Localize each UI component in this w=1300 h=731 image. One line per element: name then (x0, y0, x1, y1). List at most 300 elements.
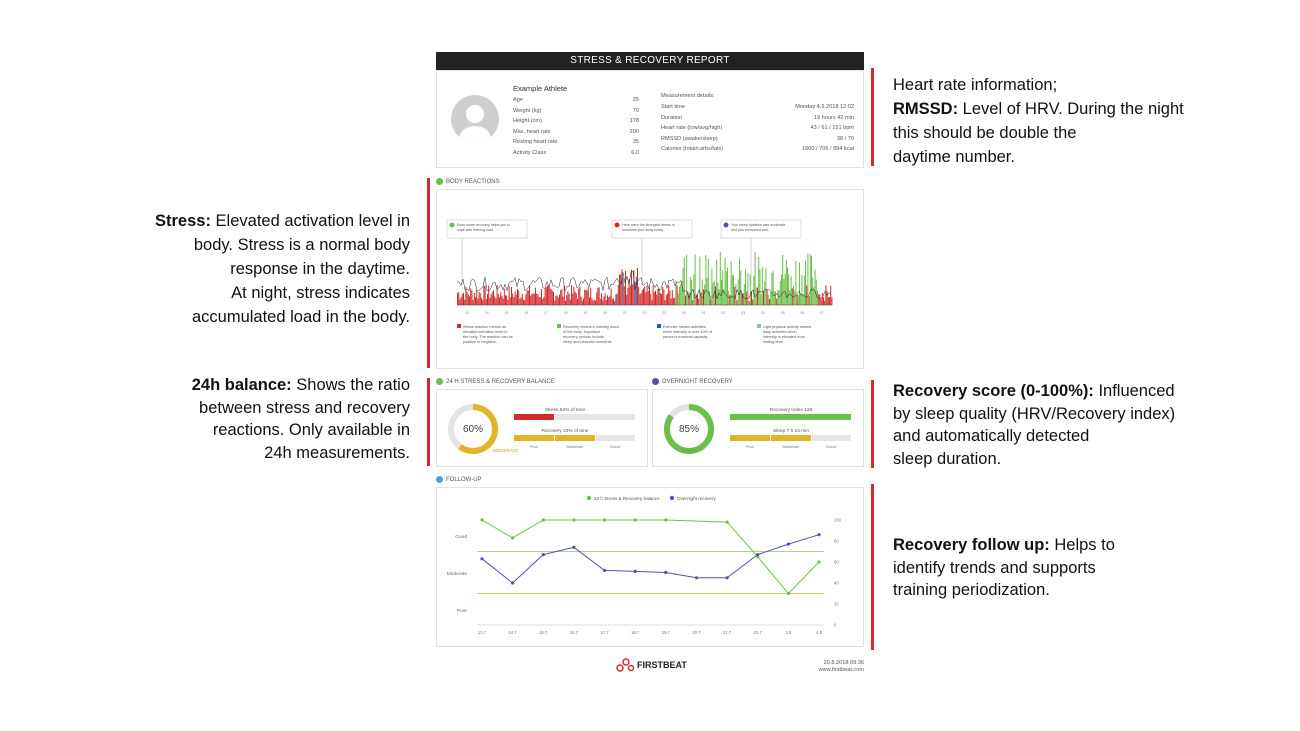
report (436, 52, 864, 680)
reaction-bar (535, 288, 536, 305)
measurement-row-value: 19 hours 42 min (813, 114, 854, 121)
reaction-bar (531, 294, 532, 305)
reaction-bar (530, 296, 531, 305)
balance-annotation-line1: Shows the ratio (291, 376, 410, 394)
reaction-bar (641, 293, 642, 305)
reaction-bar (671, 299, 672, 306)
measurement-row-value: 43 / 61 / 151 bpm (810, 125, 854, 131)
reaction-bar (653, 285, 654, 305)
reaction-bar (471, 291, 472, 306)
x-tick-label: 20.7 (692, 630, 701, 635)
reaction-bar (459, 299, 460, 305)
reaction-bar (668, 285, 669, 305)
athlete-row-value: 70 (632, 107, 639, 114)
legend-text: when intensity is over 40% of (663, 330, 713, 334)
reaction-bar (554, 301, 555, 305)
balance-widget (437, 390, 647, 466)
reaction-bar (815, 269, 816, 305)
stress-annotation-line3: response in the daytime. (230, 260, 410, 278)
reaction-bar (561, 289, 562, 305)
reaction-bar (831, 297, 832, 305)
reaction-bar (710, 299, 711, 305)
legend-text: daily activities when (763, 330, 797, 334)
series-point-overnight (480, 557, 483, 560)
reaction-bar (602, 300, 603, 305)
reaction-bar (823, 297, 824, 305)
series-point-balance (726, 521, 729, 524)
reaction-bar (515, 291, 516, 305)
reaction-bar (805, 261, 806, 306)
time-tick-label: 17 (543, 311, 548, 315)
brand-logo (616, 658, 687, 672)
athlete-row-label: Resting heart rate (513, 139, 558, 145)
time-tick-label: 23 (662, 311, 667, 315)
reaction-bar (603, 297, 604, 306)
callout-icon (615, 223, 620, 228)
legend-text: Light physical activity means (763, 325, 812, 329)
reaction-bar (769, 299, 770, 305)
reaction-bar (750, 274, 751, 305)
reaction-bar (473, 300, 474, 305)
followup-annotation-line2: identify trends and supports (893, 558, 1096, 577)
reaction-bar (521, 297, 522, 305)
reaction-bar (552, 291, 553, 305)
legend-text: Recovery means a calming down (563, 325, 619, 329)
reaction-bar (537, 294, 538, 305)
measurement-row-value: Monday 4.6.2018 12:02 (795, 104, 854, 110)
reaction-bar (479, 292, 480, 305)
reaction-bar (624, 286, 625, 305)
reaction-bar (785, 274, 786, 305)
series-point-overnight (695, 576, 698, 579)
reaction-bar (477, 299, 478, 306)
heart-annotation-bold: RMSSD: (893, 100, 959, 118)
time-tick-label: 04 (760, 311, 765, 315)
reaction-bar (539, 297, 540, 305)
stress-annotation (110, 209, 410, 329)
reaction-bar (761, 294, 762, 305)
athlete-row-label: Height (cm) (513, 118, 542, 124)
measurement-row-label: Start time (661, 104, 685, 110)
reaction-bar (533, 293, 534, 305)
reaction-bar (577, 299, 578, 305)
avatar (451, 95, 499, 143)
reaction-bar (547, 286, 548, 306)
y-label-moderate: Moderate (446, 572, 467, 577)
time-tick-label: 03 (741, 311, 746, 315)
measurement-row (661, 146, 854, 152)
reaction-bar (811, 256, 812, 305)
chart-callout (612, 220, 692, 285)
reaction-bar (558, 298, 559, 305)
reaction-bar (644, 286, 645, 305)
overnight-level: GOOD (681, 448, 695, 453)
time-tick-label: 15 (504, 311, 509, 315)
reaction-bar (470, 289, 471, 306)
reaction-legend-item (557, 324, 619, 344)
body-reactions-chart (437, 190, 863, 368)
reaction-bar (534, 294, 535, 305)
reaction-bar (774, 291, 775, 305)
reaction-bar (767, 290, 768, 305)
reaction-bar (599, 288, 600, 306)
reaction-bar (505, 295, 506, 305)
reaction-bar (495, 298, 496, 305)
stress-annotation-line4: At night, stress indicates (231, 284, 410, 302)
reaction-bar (734, 287, 735, 305)
reaction-bar (780, 281, 781, 305)
reaction-bar (512, 294, 513, 306)
series-point-overnight (817, 533, 820, 536)
series-point-overnight (787, 543, 790, 546)
reaction-bar (743, 293, 744, 305)
reaction-bar (660, 293, 661, 305)
reaction-bar (793, 286, 794, 305)
callout-icon (450, 223, 455, 228)
reaction-bar (476, 290, 477, 305)
reaction-bar (791, 276, 792, 305)
stress-annotation-line2: body. Stress is a normal body (193, 236, 410, 254)
time-tick-label: 00 (681, 311, 686, 315)
reaction-bar (696, 295, 697, 306)
reaction-bar (764, 282, 765, 305)
time-tick-label: 22 (642, 311, 647, 315)
followup-red-bar (871, 484, 874, 650)
series-point-overnight (603, 569, 606, 572)
legend-text: person's maximal capacity. (663, 335, 709, 339)
legend-swatch (557, 324, 561, 328)
reaction-bar (493, 290, 494, 305)
firstbeat-logo-icon (616, 658, 634, 672)
reaction-bar (655, 291, 656, 305)
reaction-bar (488, 286, 489, 305)
followup-annotation-line3: training periodization. (893, 581, 1050, 599)
reaction-bar (557, 295, 558, 305)
heart-annotation-line2: Level of HRV. During the night (958, 100, 1184, 118)
reaction-bar (683, 268, 684, 305)
reaction-bar (489, 298, 490, 305)
legend-balance-label: 24 h Stress & Recovery balance (594, 496, 660, 501)
followup-title (436, 476, 482, 483)
recovery-annotation-line2: by sleep quality (HRV/Recovery index) (893, 404, 1176, 423)
athlete-row (513, 97, 639, 103)
x-tick-label: 22.7 (753, 630, 762, 635)
overnight-sleep-bar-poor (730, 435, 770, 441)
reaction-bar (673, 298, 674, 305)
reaction-bar (485, 286, 486, 306)
reaction-bar (651, 300, 652, 305)
reaction-bar (631, 270, 632, 305)
series-line-overnight (482, 535, 819, 583)
callout-text: reactions your body today. (622, 228, 664, 232)
reaction-bar (491, 294, 492, 305)
reaction-bar (732, 275, 733, 305)
reaction-bar (576, 294, 577, 306)
reaction-bar (619, 274, 620, 305)
athlete-row-value: 6,0 (631, 149, 639, 156)
series-point-overnight (634, 570, 637, 573)
legend-swatch (757, 324, 761, 328)
time-tick-label: 13 (465, 311, 469, 315)
series-point-balance (572, 518, 575, 521)
reaction-bar (807, 253, 808, 305)
reaction-bar (667, 294, 668, 306)
reaction-bar (614, 301, 615, 305)
reaction-bar (782, 255, 783, 305)
time-tick-label: 19 (583, 311, 588, 315)
balance-title (436, 378, 555, 385)
x-tick-label: 3.8 (785, 630, 792, 635)
reaction-bar (828, 297, 829, 305)
athlete-row (513, 108, 639, 114)
reaction-bar (500, 292, 501, 305)
reaction-bar (647, 285, 648, 305)
reaction-bar (727, 268, 728, 306)
reaction-bar (636, 277, 637, 305)
reaction-bar (715, 286, 716, 305)
callout-text: cope with training load. (457, 228, 494, 232)
reaction-legend-item (657, 324, 713, 339)
callout-text: Your sleep duration was moderate (731, 223, 786, 227)
reaction-bar (699, 257, 700, 305)
balance-card (436, 389, 648, 467)
reaction-bar (542, 299, 543, 305)
measurement-row-label: Heart rate (low/avg/high) (661, 125, 723, 131)
heart-annotation (893, 73, 1233, 169)
reaction-bar (789, 290, 790, 305)
reaction-bar (621, 269, 622, 305)
balance-annotation (110, 374, 410, 464)
reaction-bar (600, 299, 601, 305)
reaction-bar (645, 292, 646, 305)
reaction-bar (499, 297, 500, 305)
legend-swatch (657, 324, 661, 328)
athlete-row-value: 178 (629, 118, 639, 124)
heart-red-bar (871, 68, 874, 166)
reaction-bar (678, 293, 679, 305)
reaction-bar (613, 298, 614, 305)
recovery-annotation (893, 380, 1233, 470)
measurement-row (661, 115, 854, 121)
time-tick-label: 20 (603, 311, 608, 315)
reaction-bar (776, 299, 777, 305)
reaction-bar (659, 289, 660, 306)
time-tick-label: 06 (800, 311, 805, 315)
series-point-balance (817, 560, 820, 563)
reaction-bar (609, 296, 610, 305)
reaction-bar (830, 286, 831, 305)
avatar-silhouette-icon (451, 95, 499, 143)
reaction-bar (801, 275, 802, 305)
reaction-bar (827, 291, 828, 305)
reaction-bar (829, 297, 830, 305)
reaction-bar (464, 300, 465, 305)
x-tick-label: 21.7 (723, 630, 732, 635)
reaction-bar (618, 285, 619, 305)
balance-annotation-line4: 24h measurements. (264, 443, 410, 462)
reaction-bar (810, 254, 811, 305)
reaction-bar (719, 289, 720, 305)
reaction-bar (572, 294, 573, 305)
reaction-bar (461, 297, 462, 305)
reaction-bar (705, 255, 706, 305)
body-reactions-title (436, 178, 500, 185)
reaction-bar (693, 275, 694, 306)
series-point-balance (511, 536, 514, 539)
reaction-bar (513, 297, 514, 305)
measurement-row (661, 136, 854, 142)
athlete-row-label: Max. heart rate (513, 128, 551, 135)
x-tick-label: 16.7 (569, 630, 578, 635)
reaction-bar (787, 267, 788, 305)
overnight-sleep-bar-moderate (771, 435, 811, 441)
reaction-bar (704, 285, 705, 305)
reaction-bar (702, 280, 703, 306)
reaction-bar (553, 292, 554, 305)
reaction-bar (672, 290, 673, 305)
legend-overnight-label: Overnight recovery (677, 496, 716, 501)
x-tick-label: 13.7 (477, 630, 487, 635)
balance-label: 24 H STRESS & RECOVERY BALANCE (446, 378, 555, 385)
reaction-bar (679, 287, 680, 305)
legend-text: sleep and peaceful moments (563, 340, 612, 344)
reaction-bar (800, 294, 801, 305)
reaction-bar (575, 292, 576, 305)
reaction-bar (824, 301, 825, 305)
reaction-bar (594, 300, 595, 305)
reaction-bar (591, 298, 592, 305)
reaction-bar (597, 288, 598, 305)
reaction-bar (788, 274, 789, 305)
reaction-bar (773, 271, 774, 305)
reaction-bar (758, 257, 759, 305)
reaction-bar (654, 292, 655, 305)
overnight-score: 85% (678, 424, 700, 435)
reaction-bar (711, 269, 712, 306)
reaction-bar (463, 293, 464, 305)
athlete-row-value: 25 (632, 97, 639, 103)
reaction-bar (648, 291, 649, 305)
y-tick-label: 0 (834, 622, 837, 628)
reaction-bar (803, 294, 804, 305)
reaction-bar (818, 294, 819, 305)
reaction-bar (511, 287, 512, 305)
overnight-sleep-label: Sleep 7 h 24 min (772, 429, 810, 434)
legend-text: recovery periods include (563, 335, 605, 339)
reaction-bar (548, 286, 549, 305)
reaction-bar (770, 292, 771, 305)
reaction-bar (809, 296, 810, 305)
reaction-bar (763, 291, 764, 305)
stress-annotation-line5: accumulated load in the body. (191, 308, 410, 326)
reaction-bar (729, 295, 730, 305)
reaction-bar (698, 299, 699, 305)
reaction-bar (475, 297, 476, 305)
overnight-card (652, 389, 864, 467)
reaction-bar (726, 271, 727, 305)
reaction-bar (669, 291, 670, 306)
balance-recovery-bar-poor (514, 435, 554, 441)
reaction-bar (563, 297, 564, 305)
reaction-bar (722, 270, 723, 305)
reaction-bar (690, 277, 691, 305)
overnight-icon (652, 378, 659, 385)
legend-balance-marker (587, 496, 591, 500)
time-tick-label: 18 (563, 311, 568, 315)
reaction-bar (458, 292, 459, 305)
reaction-bar (606, 300, 607, 305)
reaction-legend-item (457, 324, 513, 344)
reaction-bar (457, 293, 458, 305)
reaction-bar (662, 287, 663, 305)
reaction-bar (717, 283, 718, 305)
reaction-bar (686, 255, 687, 305)
reaction-bar (607, 295, 608, 305)
series-point-balance (480, 518, 483, 521)
reaction-bar (566, 295, 567, 305)
followup-annotation (893, 534, 1233, 602)
reaction-bar (543, 297, 544, 305)
reaction-bar (585, 290, 586, 305)
reaction-bar (775, 291, 776, 305)
reaction-bar (822, 293, 823, 305)
measurement-row (661, 125, 854, 131)
balance-red-bar (427, 378, 430, 466)
reaction-bar (762, 267, 763, 305)
reaction-bar (720, 252, 721, 305)
callout-icon (724, 223, 729, 228)
reaction-bar (507, 300, 508, 305)
reaction-bar (573, 287, 574, 305)
reaction-bar (708, 259, 709, 305)
reaction-bar (821, 300, 822, 305)
reaction-bar (494, 297, 495, 306)
x-tick-label: 18.7 (631, 630, 640, 635)
reaction-bar (733, 275, 734, 305)
balance-icon (436, 378, 443, 385)
reaction-bar (551, 289, 552, 305)
athlete-name: Example Athlete (513, 84, 568, 93)
reaction-bar (483, 286, 484, 305)
reaction-bar (541, 289, 542, 305)
reaction-bar (474, 293, 475, 305)
legend-text: Exercise means activities (663, 325, 706, 329)
reaction-bar (518, 291, 519, 305)
reaction-bar (638, 287, 639, 305)
brand-name: FIRSTBEAT (637, 660, 687, 670)
reaction-bar (482, 300, 483, 305)
reaction-bar (617, 294, 618, 305)
reaction-bar (812, 278, 813, 305)
reaction-bar (637, 268, 638, 305)
reaction-bar (559, 295, 560, 305)
x-tick-label: 17.7 (600, 630, 609, 635)
series-point-balance (542, 518, 545, 521)
reaction-bar (503, 299, 504, 306)
reaction-bar (745, 269, 746, 305)
measurement-heading: Measurement details: (661, 93, 715, 99)
series-point-overnight (572, 546, 575, 549)
reaction-bar (608, 297, 609, 305)
followup-annotation-bold: Recovery follow up: (893, 536, 1050, 554)
reaction-bar (522, 294, 523, 305)
overnight-label: OVERNIGHT RECOVERY (662, 378, 733, 385)
recovery-annotation-bold: Recovery score (0-100%): (893, 382, 1094, 400)
reaction-bar (765, 268, 766, 305)
followup-chart (437, 488, 863, 646)
reaction-bar (799, 262, 800, 305)
heart-annotation-line1: Heart rate information; (893, 76, 1058, 94)
